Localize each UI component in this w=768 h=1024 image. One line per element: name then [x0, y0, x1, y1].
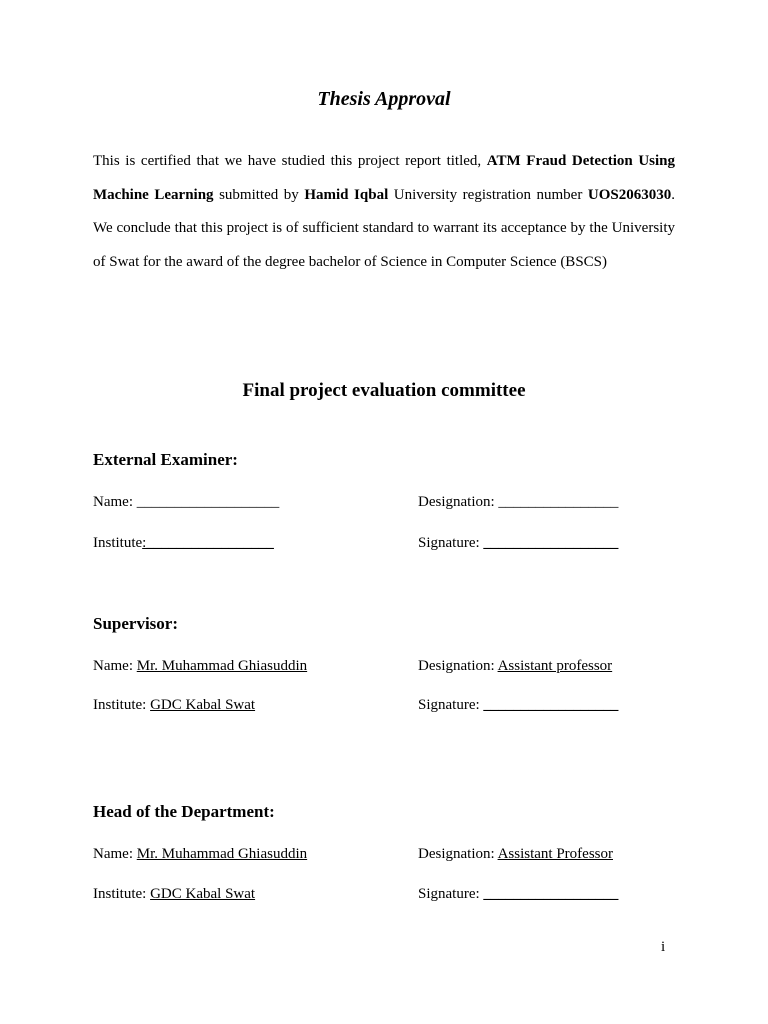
- field-label: Designation:: [418, 658, 498, 674]
- external-signature-field: [418, 535, 618, 552]
- field-label: Institute:: [93, 886, 151, 902]
- hod-heading: Head of the Department:: [93, 802, 275, 821]
- external-institute-field: [93, 535, 274, 552]
- page-title: Thesis Approval: [317, 88, 451, 110]
- field-value: :_________________: [142, 535, 274, 551]
- field-value: Assistant professor: [497, 658, 613, 674]
- hod-name-field: [93, 846, 307, 863]
- field-value: __________________: [483, 697, 619, 713]
- field-label: Signature:: [418, 535, 484, 551]
- external-examiner-heading: External Examiner:: [93, 450, 238, 469]
- external-designation-field: [418, 494, 618, 511]
- field-value: __________________: [483, 886, 619, 902]
- field-label: Designation:: [418, 846, 498, 862]
- external-name-field: [93, 494, 279, 511]
- field-label: Name:: [93, 658, 137, 674]
- paragraph-text: . We conclude that this project is of sufficient standard to warrant its acceptance by the University of Swat for the award of the degree bachelor of Science in Computer Science (BSCS): [93, 186, 675, 270]
- field-label: Name:: [93, 494, 137, 510]
- field-label: Signature:: [418, 886, 484, 902]
- field-value: ________________: [498, 494, 619, 510]
- field-value: GDC Kabal Swat: [150, 697, 256, 713]
- committee-heading: Final project evaluation committee: [242, 380, 526, 401]
- hod-designation-field: [418, 846, 613, 863]
- field-value: GDC Kabal Swat: [150, 886, 256, 902]
- field-value: __________________: [483, 535, 619, 551]
- paragraph-text: submitted by: [213, 186, 305, 203]
- supervisor-heading: Supervisor:: [93, 614, 178, 633]
- field-value: Assistant Professor: [497, 846, 613, 862]
- supervisor-name-field: [93, 658, 307, 675]
- supervisor-designation-field: [418, 658, 612, 675]
- field-label: Signature:: [418, 697, 484, 713]
- paragraph-text: University registration number: [388, 186, 588, 203]
- field-value: ___________________: [136, 494, 280, 510]
- field-label: Name:: [93, 846, 137, 862]
- certification-paragraph: [93, 145, 675, 279]
- paragraph-text: This is certified that we have studied this project report titled,: [93, 153, 487, 169]
- project-title: ATM Fraud Detection Using Machine Learning: [93, 153, 676, 203]
- registration-number: UOS2063030: [587, 186, 672, 203]
- field-value: Mr. Muhammad Ghiasuddin: [136, 846, 308, 862]
- field-label: Designation:: [418, 494, 499, 510]
- field-label: Institute: [93, 535, 143, 551]
- supervisor-institute-field: [93, 697, 255, 714]
- hod-signature-field: [418, 886, 618, 903]
- student-name: Hamid Iqbal: [304, 186, 389, 203]
- field-label: Institute:: [93, 697, 151, 713]
- page-number: i: [661, 939, 666, 955]
- hod-institute-field: [93, 886, 255, 903]
- supervisor-signature-field: [418, 697, 618, 714]
- field-value: Mr. Muhammad Ghiasuddin: [136, 658, 308, 674]
